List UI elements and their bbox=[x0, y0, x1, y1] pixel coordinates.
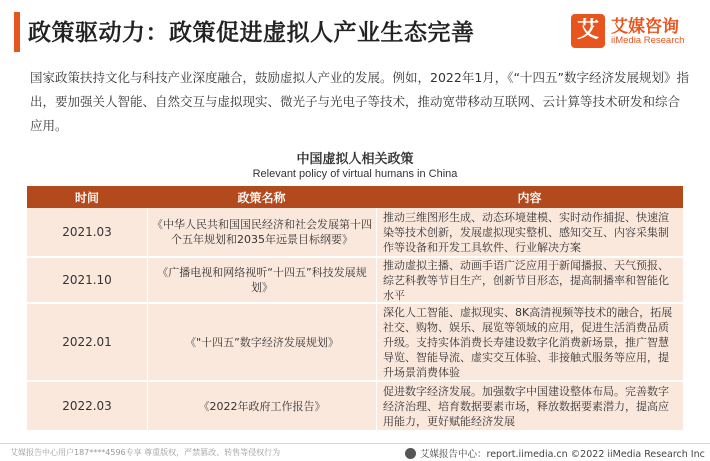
iimedia-logo bbox=[571, 12, 701, 54]
table-row bbox=[27, 302, 683, 380]
table-title: 中国虚拟人相关政策 bbox=[296, 152, 414, 167]
footer-source-text: 艾媒报告中心：report.iimedia.cn ©2022 iiMedia Research Inc bbox=[420, 449, 705, 460]
row-content: 深化人工智能、虚拟现实、8K高清视频等技术的融合，拓展社交、购物、娱乐、展览等领域的应用，促进生活消费品质升级。支持实体消费长寿建设数字化消费新场景，推广智慧导览、智能导流、虚实交互体验、非接触式服务等应用，提升场景消费体验 bbox=[376, 304, 683, 380]
column-header-content: 内容 bbox=[517, 190, 542, 205]
column-header-policy-name: 政策名称 bbox=[237, 190, 286, 205]
row-time: 2021.10 bbox=[62, 272, 112, 287]
row-time: 2022.01 bbox=[62, 334, 112, 349]
table-subtitle: Relevant policy of virtual humans in China bbox=[252, 168, 458, 180]
row-policy-name: 《中华人民共和国国民经济和社会发展第十四个五年规划和2035年远景目标纲要》 bbox=[147, 208, 376, 256]
row-content: 促进数字经济发展。加强数字中国建设整体布局。完善数字经济治理、培育数据要素市场，释放数据要素潜力，提高应用能力，更好赋能经济发展 bbox=[376, 382, 683, 430]
row-policy-name: 《广播电视和网络视听“十四五”科技发展规划》 bbox=[147, 258, 376, 302]
row-content: 推动虚拟主播、动画手语广泛应用于新闻播报、天气预报、综艺科教等节目生产，创新节目形态，提高制播率和智能化水平 bbox=[376, 258, 683, 302]
row-content: 推动三维图形生成、动态环境建模、实时动作捕捉、快速渲染等技术创新，发展虚拟现实整机、感知交互、内容采集制作等设备和开发工具软件、行业解决方案 bbox=[376, 208, 683, 256]
table-header bbox=[27, 186, 683, 208]
logo-name-cn: 艾媒咨询 bbox=[611, 17, 679, 37]
row-policy-name: 《2022年政府工作报告》 bbox=[147, 382, 376, 430]
row-policy-name: 《"十四五”数字经济发展规划》 bbox=[147, 304, 376, 380]
logo-name-en: iiMedia Research bbox=[611, 35, 685, 46]
title-accent-bar bbox=[14, 12, 20, 52]
intro-paragraph: 国家政策扶持文化与科技产业深度融合，鼓励虚拟人产业的发展。例如，2022年1月，《“十四五”数字经济发展规划》指出，要加强关人智能、自然交互与虚拟现实、微光子与光电子等技术，推动宽带移动互联网、云计算等技术研发和综合应用。 bbox=[30, 70, 689, 133]
row-time: 2021.03 bbox=[62, 224, 112, 239]
footer-divider bbox=[0, 443, 710, 444]
table-row bbox=[27, 256, 683, 302]
logo-mark: 艾 bbox=[571, 14, 605, 48]
column-header-time: 时间 bbox=[74, 190, 99, 205]
report-icon bbox=[405, 448, 416, 459]
page-title: 政策驱动力：政策促进虚拟人产业生态完善 bbox=[28, 20, 475, 46]
footer-source bbox=[405, 446, 705, 460]
table-row bbox=[27, 380, 683, 430]
table-row bbox=[27, 208, 683, 256]
policy-table bbox=[27, 186, 683, 430]
footer-copyright-notice: 艾媒报告中心用户187****4596专享 尊重版权，严禁篡改、转售等侵权行为 bbox=[10, 448, 281, 457]
row-time: 2022.03 bbox=[62, 398, 112, 413]
